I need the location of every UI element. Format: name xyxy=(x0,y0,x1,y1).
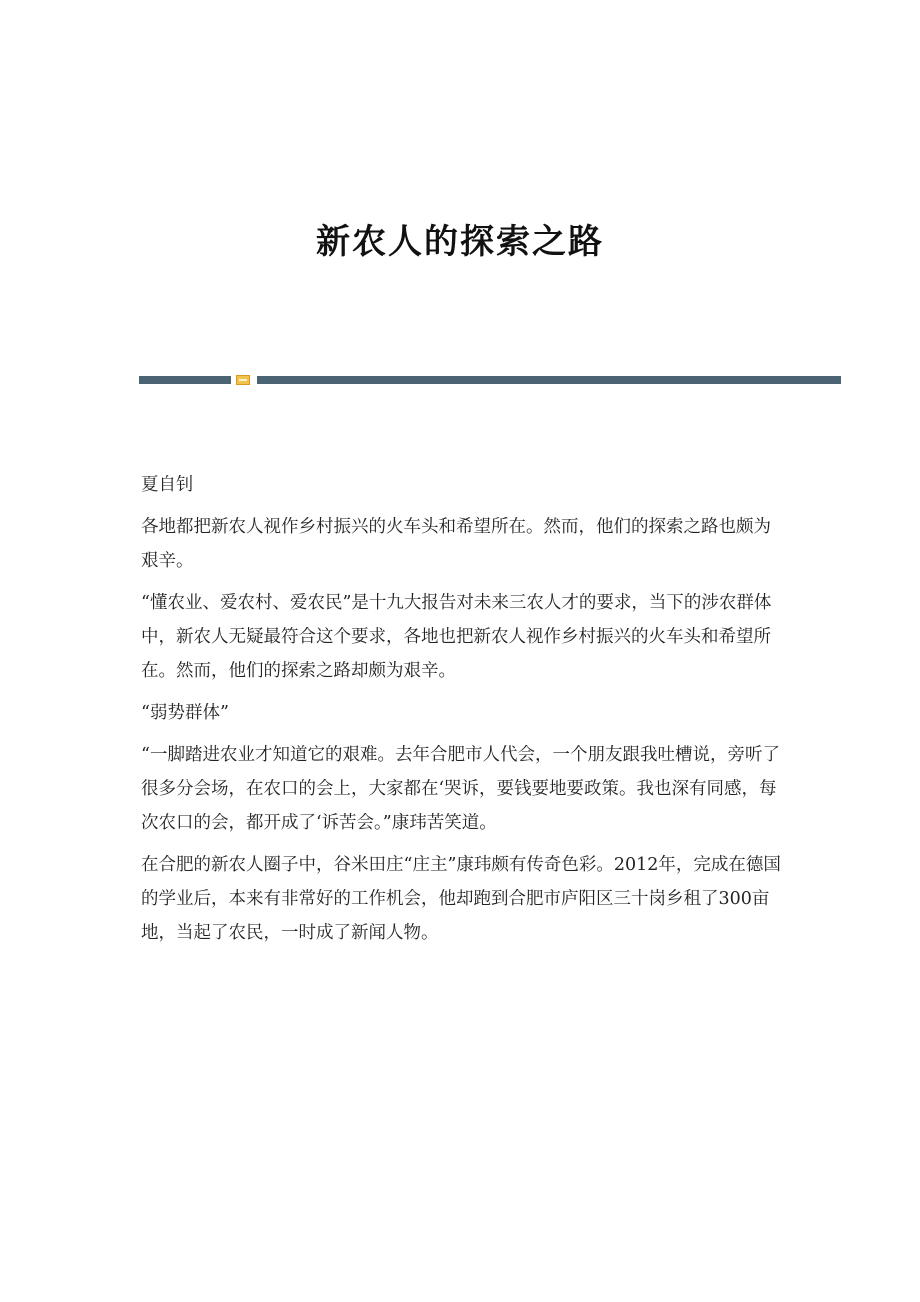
title-divider xyxy=(139,375,841,385)
divider-left-bar xyxy=(139,376,231,384)
document-title: 新农人的探索之路 xyxy=(316,222,604,262)
divider-emblem-icon xyxy=(236,375,250,385)
paragraph: “一脚踏进农业才知道它的艰难。去年合肥市人代会，一个朋友跟我吐槽说，旁听了很多分会场，在农口的会上，大家都在‘哭诉，要钱要地要政策。我也深有同感，每次农口的会，都开成了‘诉苦会。”康玮苦笑道。 xyxy=(141,745,780,833)
paragraph: 各地都把新农人视作乡村振兴的火车头和希望所在。然而，他们的探索之路也颇为艰辛。 xyxy=(141,517,771,571)
author-line: 夏自钊 xyxy=(141,475,194,495)
paragraph: “懂农业、爱农村、爱农民”是十九大报告对未来三农人才的要求，当下的涉农群体中，新农人无疑最符合这个要求，各地也把新农人视作乡村振兴的火车头和希望所在。然而，他们的探索之路却颇为艰辛。 xyxy=(141,593,772,681)
paragraph: 在合肥的新农人圈子中，谷米田庄“庄主”康玮颇有传奇色彩。2012年，完成在德国的学业后，本来有非常好的工作机会，他却跑到合肥市庐阳区三十岗乡租了300亩地，当起了农民，一时成了新闻人物。 xyxy=(141,855,781,943)
article-body xyxy=(141,468,781,958)
section-heading: “弱势群体” xyxy=(141,703,229,723)
divider-right-bar xyxy=(257,376,841,384)
